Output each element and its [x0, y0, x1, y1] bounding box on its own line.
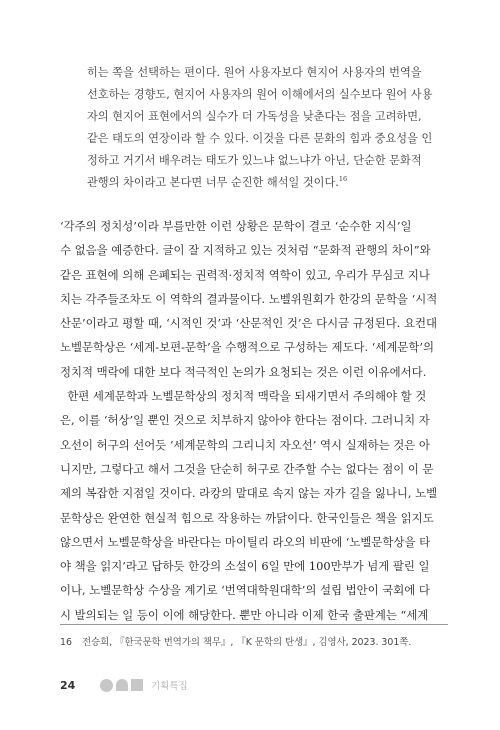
body-line: 은, 이를 ‘허상’일 뿐인 것으로 치부하지 않아야 한다는 점이다. 그러니치 자	[60, 413, 430, 428]
body-line: 이나, 노벨문학상 수상을 계기로 ‘번역대학원대학’의 설립 법안이 국회에 다	[60, 583, 430, 598]
page-number: 24	[60, 678, 76, 692]
body-line: 같은 표현에 의해 은폐되는 권력적·정치적 역학이 있고, 우리가 무심코 지나	[60, 267, 430, 282]
quote-line: 선호하는 경향도, 현지어 사용자의 원어 이해에서의 실수보다 원어 사용	[87, 88, 433, 101]
body-line: 오선이 허구의 선어듯 ‘세계문학의 그리니치 자오선’ 역시 실재하는 것은 아	[60, 437, 430, 452]
quote-line: 히는 쪽을 선택하는 편이다. 원어 사용자보다 현지어 사용자의 번역을	[87, 66, 422, 79]
footnote-number: 16	[60, 637, 72, 648]
page-footer	[60, 676, 188, 694]
quote-line-last	[87, 172, 447, 194]
body-line: 제의 복잡한 지점일 것이다. 라캉의 말대로 속지 않는 자가 길을 잃나니, 노벨	[60, 486, 438, 501]
body-line: 문학상은 완연한 현실적 힘으로 작용하는 까닭이다. 한국인들은 책을 읽지도	[60, 510, 434, 525]
block-quote	[87, 62, 447, 194]
body-line: 치는 각주들조차도 이 역학의 결과물이다. 노벨위원회가 한강의 문학을 ‘시적	[60, 291, 438, 306]
body-line: ‘각주의 정치성’이라 부를만한 이런 상황은 문학이 결코 ‘순수한 지식’일	[60, 219, 412, 233]
quote-line-text: 관행의 차이라고 본다면 너무 순진한 해석일 것이다.	[87, 176, 339, 189]
body-line: 수 없음을 예증한다. 글이 잘 지적하고 있는 것처럼 “문화적 관행의 차이”와	[60, 243, 431, 258]
body-line: 야 책을 읽지’라고 답하듯 한강의 소설이 6일 만에 100만부가 넘게 팔린 일	[60, 559, 430, 574]
footnote-text: 전승희, 『한국문학 번역가의 책무』, 『K 문학의 탄생』, 김영사, 2023. 301쪽.	[82, 637, 412, 648]
body-line: 산문’이라고 평할 때, ‘시적인 것’과 ‘산문적인 것’은 다시금 규정된다. 요컨대	[60, 316, 438, 331]
footnote-divider	[60, 624, 448, 625]
quote-line: 정하고 거기서 배우려는 태도가 있느냐 없느냐가 아닌, 단순한 문화적	[87, 154, 422, 167]
circle-mark-icon	[100, 679, 113, 692]
body-line: 시 발의되는 일 등이 이에 해당한다. 뿐만 아니라 이제 한국 출판계는 “세계	[60, 607, 429, 622]
quote-line: 자의 현지어 표현에서의 실수가 더 가독성을 낮춘다는 점을 고려하면,	[87, 110, 422, 123]
body-text	[60, 214, 448, 627]
section-marks-icon	[100, 679, 143, 692]
footnote-reference[interactable]: 16	[338, 175, 348, 183]
section-label: 기획특집	[151, 681, 188, 692]
body-line: 노벨문학상은 ‘세계-보편-문학’을 수행적으로 구성하는 제도다. ‘세계문학’의	[60, 340, 435, 355]
body-line: 정치적 맥락에 대한 보다 적극적인 논의가 요청되는 것은 이런 이유에서다.	[60, 364, 427, 379]
body-line: 니지만, 그렇다고 해서 그것을 단순히 허구로 간주할 수는 없다는 점이 이 문	[60, 461, 434, 476]
body-line: 한편 세계문학과 노벨문학상의 정치적 맥락을 되새기면서 주의해야 할 것	[60, 389, 427, 404]
quote-line: 같은 태도의 연장이라 할 수 있다. 이것을 다른 문화의 힘과 중요성을 인	[87, 132, 433, 145]
body-line: 않으면서 노벨문학상을 바란다는 마이틸리 라오의 비판에 ‘노벨문학상을 타	[60, 534, 431, 549]
half-circle-mark-icon	[116, 679, 128, 691]
square-mark-icon	[131, 679, 143, 691]
footnote	[60, 634, 448, 648]
